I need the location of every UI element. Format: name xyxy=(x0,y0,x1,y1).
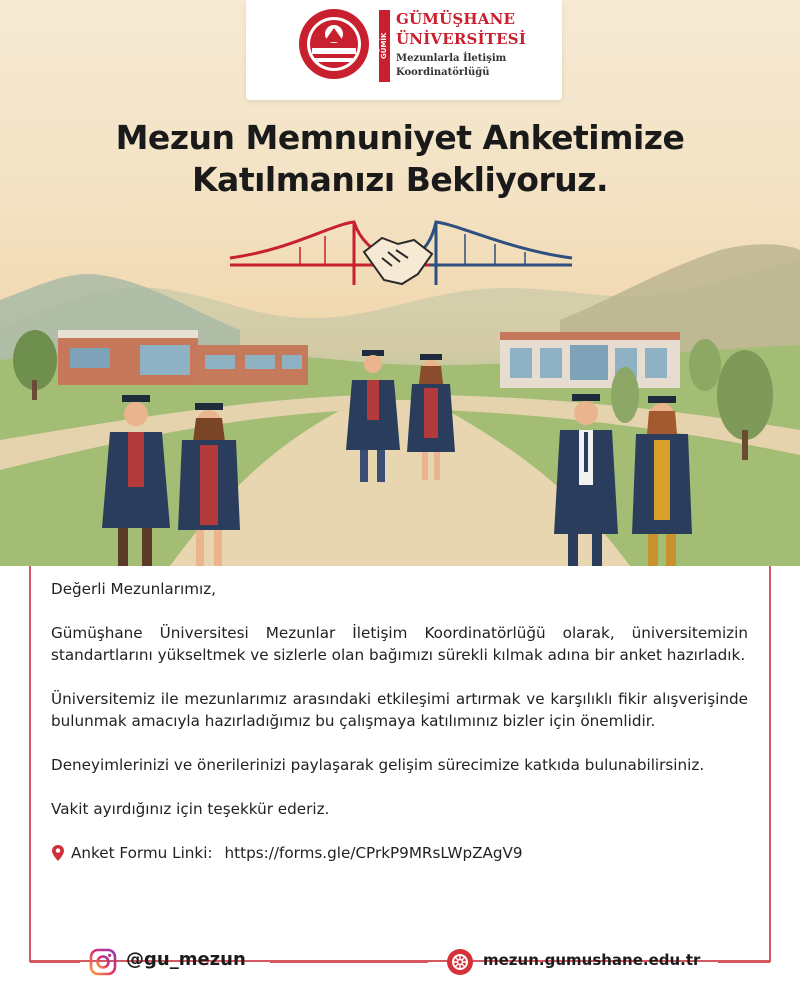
logo-unit-name-line2: Koordinatörlüğü xyxy=(396,67,490,78)
instagram-handle[interactable]: @gu_mezun xyxy=(126,949,246,970)
logo-university-name-line2: ÜNİVERSİTESİ xyxy=(396,30,527,48)
survey-link-label: Anket Formu Linki: xyxy=(71,844,213,862)
instagram-icon[interactable] xyxy=(89,948,117,976)
paragraph-3: Deneyimlerinizi ve önerilerinizi paylaşarak gelişim sürecimize katkıda bulunabilirsiniz. xyxy=(51,756,705,774)
greeting: Değerli Mezunlarımız, xyxy=(51,580,217,598)
handshake-icon xyxy=(364,238,432,284)
paragraph-2: Üniversitemiz ile mezunlarımız arasındaki etkileşimi artırmak ve karşılıklı fikir alışverişinde bulunmak amacıyla hazırladığımız bu çalışmaya katılımınız bizler için önemlidir. xyxy=(51,690,748,730)
right-building xyxy=(500,332,680,388)
logo-unit-name-line1: Mezunlarla İletişim xyxy=(396,53,507,64)
footer-divider-middle xyxy=(270,961,428,963)
logo-side-label: GÜMİK xyxy=(379,10,390,82)
letter-body xyxy=(51,578,748,864)
university-logo-card xyxy=(246,0,562,100)
website-url[interactable]: mezun.gumushane.edu.tr xyxy=(483,951,701,969)
footer-divider-left xyxy=(30,961,80,963)
footer-divider-right xyxy=(718,961,770,963)
page-title-line2: Katılmanızı Bekliyoruz. xyxy=(191,160,608,199)
map-pin-icon xyxy=(51,844,65,862)
survey-link-row xyxy=(51,842,748,864)
page-title xyxy=(0,117,800,201)
survey-link[interactable]: https://forms.gle/CPrkP9MRsLWpZAgV9 xyxy=(224,844,523,862)
thanks-line: Vakit ayırdığınız için teşekkür ederiz. xyxy=(51,800,330,818)
page-title-line1: Mezun Memnuniyet Anketimize xyxy=(115,118,685,157)
footer xyxy=(0,940,800,1000)
university-emblem-icon xyxy=(298,8,370,80)
logo-university-name-line1: GÜMÜŞHANE xyxy=(396,10,516,28)
website-icon[interactable] xyxy=(446,948,474,976)
paragraph-1: Gümüşhane Üniversitesi Mezunlar İletişim Koordinatörlüğü olarak, üniversitemizin standartlarını yükseltmek ve sizlerle olan bağımızı sürekli kılmak adına bir anket hazırladık. xyxy=(51,624,748,664)
